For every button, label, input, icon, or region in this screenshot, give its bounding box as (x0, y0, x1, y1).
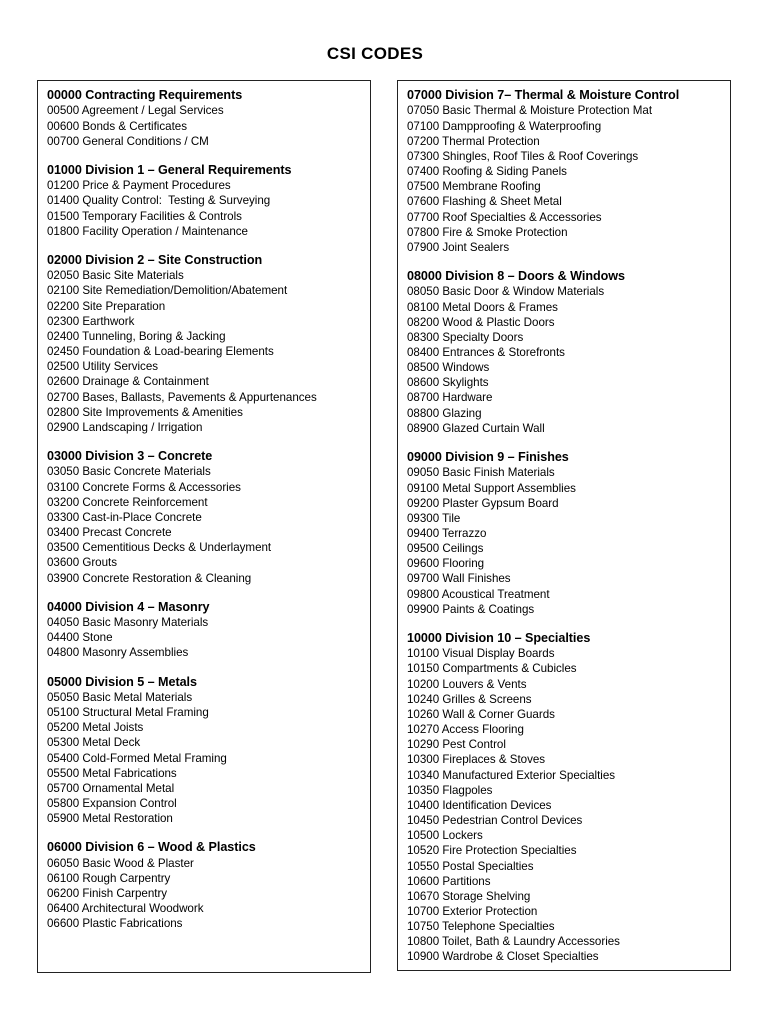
code-list-item: 08400 Entrances & Storefronts (407, 346, 565, 359)
code-list-item: 07900 Joint Sealers (407, 240, 510, 254)
code-list-item: 05200 Metal Joists (47, 721, 144, 735)
code-list-item: 09400 Terrazzo (407, 526, 487, 540)
code-list-item: 09800 Acoustical Treatment (407, 587, 550, 601)
code-list-item: 07300 Shingles, Roof Tiles & Roof Coverings (407, 149, 639, 163)
code-list-item: 10300 Fireplaces & Stoves (407, 753, 546, 767)
code-list-item: 01800 Facility Operation / Maintenance (47, 224, 248, 238)
code-list-item: 10500 Lockers (407, 829, 483, 843)
code-list-item: 01400 Quality Control: Testing & Surveying (47, 194, 271, 208)
code-list-item: 02900 Landscaping / Irrigation (47, 420, 203, 434)
division-code-list (47, 615, 362, 660)
division-section (47, 600, 362, 661)
code-list-item: 08600 Skylights (407, 376, 489, 390)
division-heading: 10000 Division 10 – Specialties (407, 630, 591, 645)
code-list-item: 10750 Telephone Specialties (407, 920, 555, 934)
right-column-box (397, 80, 731, 971)
code-list-item: 02100 Site Remediation/Demolition/Abatement (47, 284, 288, 298)
code-list-item: 07700 Roof Specialties & Accessories (407, 210, 602, 224)
code-list-item: 10150 Compartments & Cubicles (407, 662, 577, 676)
code-list-item: 08050 Basic Door & Window Materials (407, 285, 605, 299)
code-list-item: 01500 Temporary Facilities & Controls (47, 209, 242, 223)
code-list-item: 02400 Tunneling, Boring & Jacking (47, 329, 226, 343)
division-section (407, 450, 722, 617)
code-list-item: 04400 Stone (47, 631, 113, 645)
code-list-item: 10100 Visual Display Boards (407, 647, 555, 661)
division-heading: 05000 Division 5 – Metals (47, 674, 197, 689)
code-list-item: 09700 Wall Finishes (407, 572, 511, 586)
division-section (47, 840, 362, 931)
code-list-item: 03600 Grouts (47, 556, 118, 570)
code-list-item: 00700 General Conditions / CM (47, 134, 209, 148)
code-list-item: 07400 Roofing & Siding Panels (407, 165, 567, 179)
code-list-item: 07500 Membrane Roofing (407, 180, 541, 194)
code-list-item: 07800 Fire & Smoke Protection (407, 225, 568, 239)
code-list-item: 09050 Basic Finish Materials (407, 466, 555, 480)
code-list-item: 08200 Wood & Plastic Doors (407, 315, 555, 329)
code-list-item: 08800 Glazing (407, 406, 482, 420)
code-list-item: 02800 Site Improvements & Amenities (47, 405, 243, 419)
code-list-item: 03500 Cementitious Decks & Underlayment (47, 541, 272, 555)
code-list-item: 00500 Agreement / Legal Services (47, 104, 224, 118)
code-list-item: 09600 Flooring (407, 557, 485, 571)
division-heading: 02000 Division 2 – Site Construction (47, 252, 263, 267)
code-list-item: 10260 Wall & Corner Guards (407, 707, 555, 721)
division-code-list (407, 465, 722, 617)
code-list-item: 10340 Manufactured Exterior Specialties (407, 768, 616, 782)
code-list-item: 08700 Hardware (407, 391, 493, 405)
division-code-list (47, 178, 362, 239)
code-list-item: 02700 Bases, Ballasts, Pavements & Appurtenances (47, 390, 317, 404)
division-heading: 00000 Contracting Requirements (47, 88, 243, 102)
code-list-item: 08100 Metal Doors & Frames (407, 300, 558, 314)
left-column-box (37, 80, 371, 973)
division-section (407, 269, 722, 436)
code-list-item: 02500 Utility Services (47, 360, 159, 374)
code-list-item: 10670 Storage Shelving (407, 889, 531, 903)
two-column-layout (37, 80, 731, 973)
division-code-list (47, 268, 362, 435)
code-list-item: 10290 Pest Control (407, 738, 506, 752)
division-heading: 07000 Division 7– Thermal & Moisture Control (407, 88, 680, 102)
code-list-item: 10200 Louvers & Vents (407, 677, 527, 691)
division-section (47, 88, 362, 149)
code-list-item: 05300 Metal Deck (47, 736, 141, 750)
division-code-list (407, 103, 722, 255)
code-list-item: 09500 Ceilings (407, 542, 484, 556)
code-list-item: 05900 Metal Restoration (47, 812, 173, 826)
code-list-item: 08900 Glazed Curtain Wall (407, 421, 545, 435)
code-list-item: 08300 Specialty Doors (407, 330, 524, 344)
code-list-item: 05100 Structural Metal Framing (47, 706, 209, 720)
code-list-item: 09200 Plaster Gypsum Board (407, 496, 559, 510)
division-heading: 01000 Division 1 – General Requirements (47, 162, 292, 177)
code-list-item: 05800 Expansion Control (47, 797, 177, 811)
code-list-item: 03050 Basic Concrete Materials (47, 465, 211, 479)
code-list-item: 05700 Ornamental Metal (47, 781, 175, 795)
division-section (407, 88, 722, 255)
code-list-item: 06050 Basic Wood & Plaster (47, 856, 194, 870)
code-list-item: 07200 Thermal Protection (407, 134, 540, 148)
code-list-item: 10240 Grilles & Screens (407, 692, 532, 706)
code-list-item: 02050 Basic Site Materials (47, 269, 184, 283)
division-code-list (47, 856, 362, 932)
division-code-list (47, 103, 362, 148)
division-heading: 08000 Division 8 – Doors & Windows (407, 268, 625, 283)
code-list-item: 10800 Toilet, Bath & Laundry Accessories (407, 935, 620, 949)
page-title: CSI CODES (326, 44, 424, 63)
code-list-item: 10600 Partitions (407, 874, 491, 888)
division-code-list (47, 464, 362, 585)
division-section (47, 675, 362, 827)
code-list-item: 09900 Paints & Coatings (407, 602, 535, 616)
division-heading: 03000 Division 3 – Concrete (47, 449, 213, 464)
division-section (47, 163, 362, 239)
code-list-item: 04800 Masonry Assemblies (47, 646, 189, 660)
code-list-item: 10400 Identification Devices (407, 798, 552, 812)
code-list-item: 10550 Postal Specialties (407, 859, 534, 873)
code-list-item: 05400 Cold-Formed Metal Framing (47, 751, 227, 765)
code-list-item: 07100 Dampproofing & Waterproofing (407, 119, 602, 133)
division-code-list (407, 284, 722, 436)
code-list-item: 05050 Basic Metal Materials (47, 690, 193, 704)
code-list-item: 10700 Exterior Protection (407, 904, 538, 918)
division-section (407, 631, 722, 965)
code-list-item: 08500 Windows (407, 361, 490, 375)
code-list-item: 10450 Pedestrian Control Devices (407, 814, 583, 828)
code-list-item: 10350 Flagpoles (407, 783, 493, 797)
division-section (47, 253, 362, 435)
code-list-item: 06400 Architectural Woodwork (47, 902, 204, 916)
code-list-item: 03200 Concrete Reinforcement (47, 495, 208, 509)
code-list-item: 10900 Wardrobe & Closet Specialties (407, 950, 599, 964)
division-heading: 09000 Division 9 – Finishes (407, 449, 569, 464)
code-list-item: 03400 Precast Concrete (47, 526, 172, 540)
division-code-list (47, 690, 362, 826)
division-code-list (407, 646, 722, 964)
code-list-item: 09100 Metal Support Assemblies (407, 481, 576, 495)
code-list-item: 10270 Access Flooring (407, 723, 524, 737)
code-list-item: 02200 Site Preparation (47, 299, 166, 313)
code-list-item: 03300 Cast-in-Place Concrete (47, 510, 202, 524)
code-list-item: 00600 Bonds & Certificates (47, 119, 187, 133)
code-list-item: 01200 Price & Payment Procedures (47, 179, 231, 193)
code-list-item: 04050 Basic Masonry Materials (47, 616, 209, 630)
code-list-item: 09300 Tile (407, 511, 461, 525)
code-list-item: 02600 Drainage & Containment (47, 375, 209, 389)
division-section (47, 449, 362, 586)
code-list-item: 06600 Plastic Fabrications (47, 917, 183, 931)
code-list-item: 07600 Flashing & Sheet Metal (407, 195, 562, 209)
code-list-item: 02300 Earthwork (47, 314, 135, 328)
code-list-item: 06200 Finish Carpentry (47, 887, 168, 901)
division-heading: 06000 Division 6 – Wood & Plastics (47, 840, 256, 855)
code-list-item: 02450 Foundation & Load-bearing Elements (47, 345, 274, 359)
code-list-item: 07050 Basic Thermal & Moisture Protection Mat (407, 104, 653, 118)
code-list-item: 05500 Metal Fabrications (47, 766, 177, 780)
code-list-item: 03100 Concrete Forms & Accessories (47, 480, 241, 494)
code-list-item: 03900 Concrete Restoration & Cleaning (47, 571, 252, 585)
division-heading: 04000 Division 4 – Masonry (47, 599, 210, 614)
code-list-item: 06100 Rough Carpentry (47, 871, 171, 885)
code-list-item: 10520 Fire Protection Specialties (407, 844, 577, 858)
